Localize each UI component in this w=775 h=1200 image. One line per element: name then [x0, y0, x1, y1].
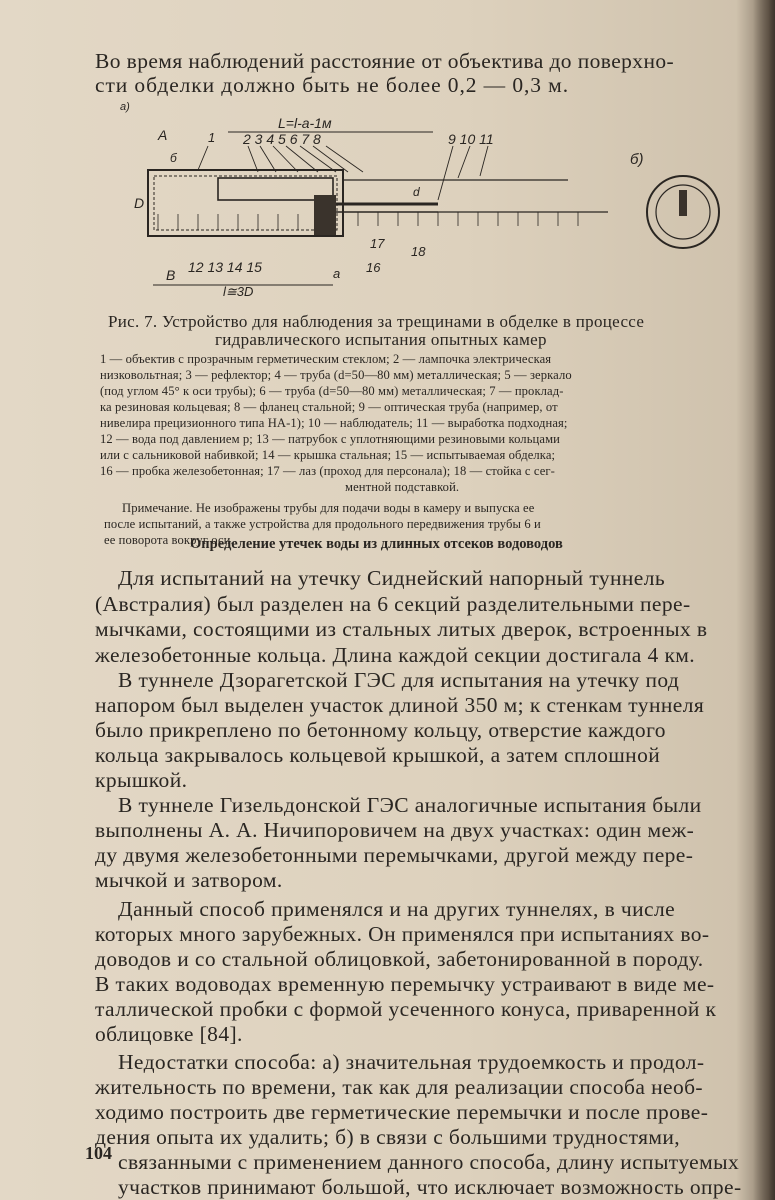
- figure-label-a: а): [120, 101, 130, 113]
- legend-line-3: (под углом 45° к оси трубы); 6 — труба (d=50—80 мм) металлическая; 7 — проклад-: [100, 384, 564, 398]
- note-line-2: после испытаний, а также устройства для продольного передвижения трубы 6 и: [104, 517, 541, 531]
- section-heading: Определение утечек воды из длинных отсеков водоводов: [190, 536, 563, 552]
- body-line-18: таллической пробки с формой усеченного конуса, приваренной к: [95, 997, 717, 1021]
- body-line-13: мычкой и затвором.: [95, 868, 283, 892]
- legend-line-2: низковольтная; 3 — рефлектор; 4 — труба (d=50—80 мм) металлическая; 5 — зеркало: [100, 368, 572, 382]
- intro-line-1: Во время наблюдений расстояние от объектива до поверхно-: [95, 49, 675, 73]
- letter-D: D: [134, 195, 145, 211]
- legend-line-9: ментной подставкой.: [345, 480, 460, 494]
- note-line-3: ее поворота вокруг оси.: [104, 533, 234, 547]
- body-line-7: было прикреплено по бетонному кольцу, отверстие каждого: [95, 718, 666, 742]
- rock-hatching: [158, 212, 578, 230]
- body-line-8: кольца закрывалось кольцевой крышкой, а затем сплошной: [95, 743, 661, 767]
- body-line-17: В таких водоводах временную перемычку устраивают в виде ме-: [95, 972, 715, 996]
- plug: [314, 195, 336, 235]
- body-line-25: участков принимают большой, что исключает возможность опре-: [118, 1175, 742, 1199]
- body-line-22: ходимо построить две герметические перемычки и после прове-: [95, 1100, 709, 1124]
- body-line-14: Данный способ применялся и на других туннелях, в числе: [118, 897, 676, 921]
- nums-bottom: 12 13 14 15: [188, 259, 262, 275]
- legend-line-8: 16 — пробка железобетонная; 17 — лаз (проход для персонала); 18 — стойка с сег-: [100, 464, 555, 478]
- body-line-6: напором был выделен участок длиной 350 м; к стенкам туннеля: [95, 693, 705, 717]
- caption-line-1: Рис. 7. Устройство для наблюдения за трещинами в обделке в процессе: [108, 312, 645, 331]
- body-line-2: (Австралия) был разделен на 6 секций разделительными пере-: [95, 592, 691, 616]
- letter-A: A: [158, 127, 168, 143]
- chamber-outline: [148, 170, 343, 236]
- body-line-4: железобетонные кольца. Длина каждой секции достигала 4 км.: [95, 643, 696, 667]
- num-17: 17: [370, 236, 385, 251]
- body-line-15: которых много зарубежных. Он применялся при испытаниях во-: [95, 922, 710, 946]
- legend-line-6: 12 — вода под давлением p; 13 — патрубок с уплотняющими резиновыми кольцами: [100, 432, 560, 446]
- body-line-10: В туннеле Гизельдонской ГЭС аналогичные испытания были: [118, 793, 702, 817]
- legend-line-1: 1 — объектив с прозрачным герметическим стеклом; 2 — лампочка электрическая: [100, 352, 552, 366]
- figure-label-b: б): [630, 151, 644, 168]
- body-line-16: доводов и со стальной облицовкой, забетонированной в породу.: [95, 947, 704, 971]
- body-line-5: В туннеле Дзорагетской ГЭС для испытания на утечку под: [118, 668, 680, 692]
- legend-line-5: нивелира прецизионного типа НА-1); 10 — наблюдатель; 11 — выработка подходная;: [100, 416, 568, 430]
- note-line-1: Примечание. Не изображены трубы для подачи воды в камеру и выпуска ее: [122, 501, 535, 515]
- num-18: 18: [411, 244, 426, 259]
- num-16: 16: [366, 260, 381, 275]
- page-edge-shadow: [753, 0, 775, 1200]
- figure-7-diagram: [108, 100, 748, 300]
- body-line-3: мычками, состоящими из стальных литых дверок, встроенных в: [95, 617, 708, 641]
- legend-line-7: или с сальниковой набивкой; 14 — крышка стальная; 15 — испытываемая обделка;: [100, 448, 556, 462]
- body-line-11: выполнены А. А. Ничипоровичем на двух участках: один меж-: [95, 818, 695, 842]
- letter-d: d: [413, 185, 420, 199]
- letter-a: a: [333, 266, 341, 281]
- intro-line-2: сти обделки должно быть не более 0,2 — 0,3 м.: [95, 73, 569, 97]
- dim-bottom-label: l≅3D: [223, 284, 254, 299]
- dim-top-label: L=l-a-1м: [278, 115, 332, 131]
- page-number: 104: [85, 1143, 112, 1163]
- body-line-19: облицовке [84].: [95, 1022, 243, 1046]
- nums-top: 2 3 4 5 6 7 8: [243, 131, 321, 147]
- nums-right: 9 10 11: [448, 131, 494, 147]
- body-line-12: ду двумя железобетонными перемычками, другой между пере-: [95, 843, 694, 867]
- body-line-9: крышкой.: [95, 768, 188, 792]
- body-line-24: связанными с применением данного способа, длину испытуемых: [118, 1150, 740, 1174]
- legend-line-4: ка резиновая кольцевая; 8 — фланец стальной; 9 — оптическая труба (например, от: [100, 400, 558, 414]
- letter-B: B: [166, 267, 176, 283]
- body-line-20: Недостатки способа: а) значительная трудоемкость и продол-: [118, 1050, 705, 1074]
- caption-line-2: гидравлического испытания опытных камер: [215, 330, 547, 349]
- body-line-23: дения опыта их удалить; б) в связи с большими трудностями,: [95, 1125, 681, 1149]
- body-line-21: жительность по времени, так как для реализации способа необ-: [95, 1075, 703, 1099]
- letter-b-small: б: [170, 151, 177, 165]
- body-line-1: Для испытаний на утечку Сиднейский напорный туннель: [118, 566, 666, 590]
- num-1: 1: [208, 130, 216, 145]
